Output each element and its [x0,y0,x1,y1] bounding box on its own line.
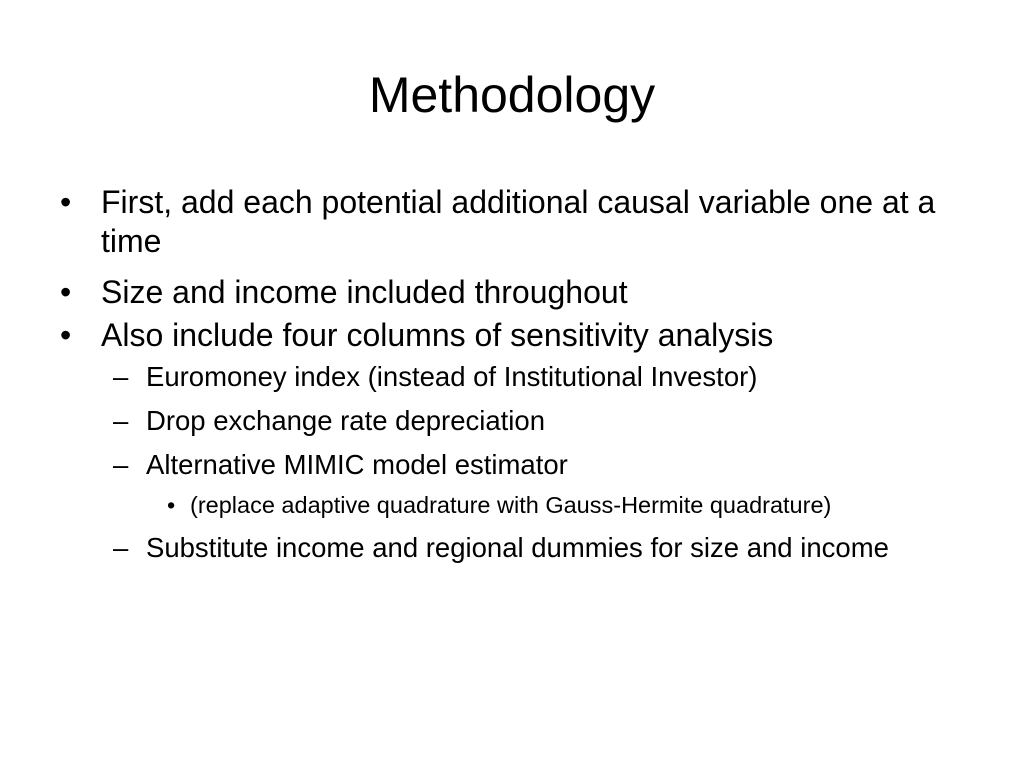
bullet-text: Alternative MIMIC model estimator [146,449,568,480]
bullet-text: Also include four columns of sensitivity analysis [101,317,774,353]
bullet-list [60,183,960,574]
bullet-icon: • [167,492,176,518]
bullet-text: First, add each potential additional causal variable one at a time [101,184,936,259]
bullet-text: Substitute income and regional dummies for size and income [146,532,889,563]
bullet-item-level1 [60,273,960,312]
dash-icon: – [113,405,129,436]
dash-icon: – [113,532,129,563]
bullet-item-level1 [60,183,960,261]
bullet-text: Size and income included throughout [101,274,628,310]
bullet-text: Euromoney index (instead of Institutional Investor) [146,361,758,392]
slide-title: Methodology [368,67,656,123]
bullet-text: Drop exchange rate depreciation [146,405,546,436]
dash-icon: – [113,449,129,480]
bullet-item-level1 [60,316,960,355]
dash-icon: – [113,361,129,392]
bullet-item-level2 [113,403,960,438]
bullet-icon: • [60,184,72,220]
bullet-item-level2 [113,359,960,394]
bullet-icon: • [60,317,72,353]
bullet-item-level2 [113,447,960,482]
bullet-item-level3 [167,491,960,520]
bullet-icon: • [60,274,72,310]
bullet-item-level2 [113,530,960,565]
bullet-text: (replace adaptive quadrature with Gauss-Hermite quadrature) [190,492,832,518]
